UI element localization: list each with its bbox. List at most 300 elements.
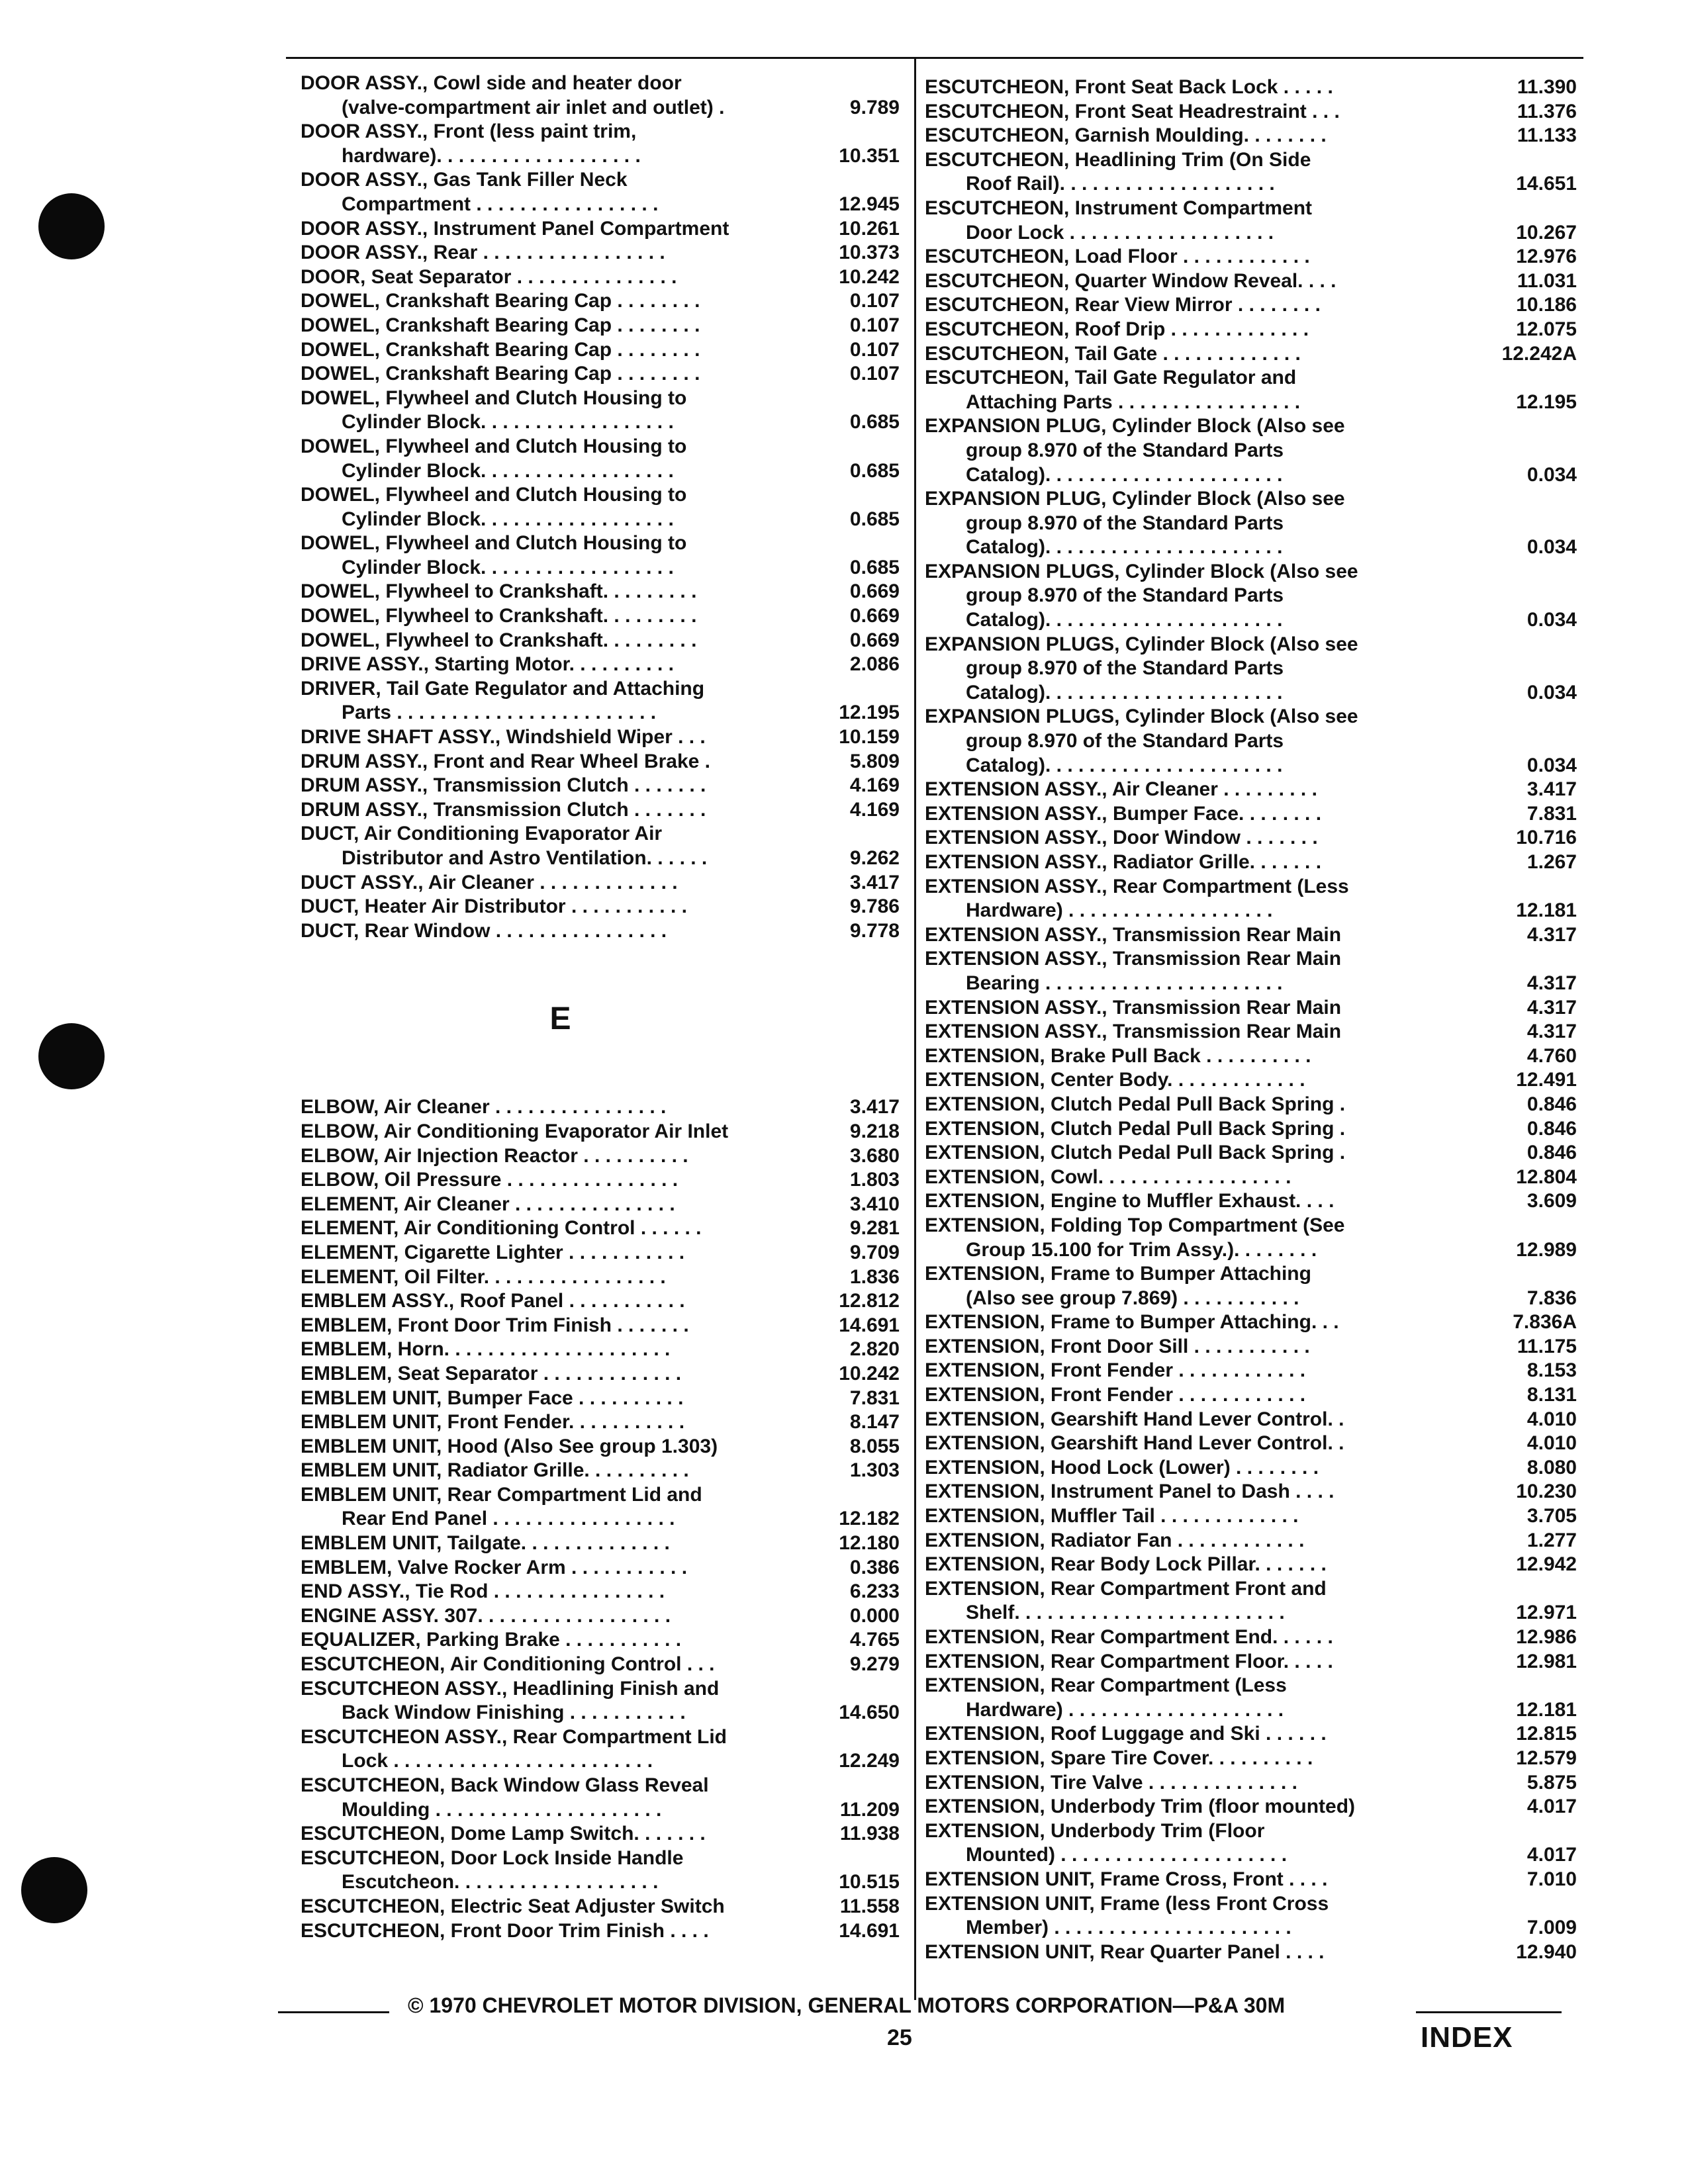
entry-description [925, 633, 1577, 705]
entry-page-ref: 14.691 [839, 1314, 900, 1336]
entry-description [301, 1556, 900, 1580]
entry-description [301, 1531, 900, 1556]
entry-page-ref: 10.159 [839, 726, 900, 749]
entry-page-ref: 12.940 [1516, 1940, 1577, 1963]
entry-description [301, 1580, 900, 1604]
column-divider [914, 58, 916, 2000]
index-entry [925, 1020, 1577, 1044]
entry-line: EXTENSION, Rear Compartment End. . . . . . [925, 1626, 1333, 1648]
index-entry [301, 629, 900, 653]
entry-description [925, 1310, 1577, 1335]
entry-line: DOOR, Seat Separator . . . . . . . . . . . . . . . [301, 265, 677, 288]
entry-page-ref: 1.277 [1526, 1529, 1577, 1551]
entry-page-ref: 10.373 [839, 242, 900, 264]
entry-page-ref: 12.815 [1516, 1723, 1577, 1745]
entry-description [301, 435, 900, 483]
index-entry [925, 1408, 1577, 1432]
entry-page-ref: 0.846 [1526, 1142, 1577, 1164]
entry-line: DUCT, Air Conditioning Evaporator Air [301, 823, 663, 845]
entry-line: DRIVE ASSY., Starting Motor. . . . . . . . . . [301, 653, 674, 676]
index-entry [925, 1117, 1577, 1142]
entry-line: ELBOW, Air Injection Reactor . . . . . . . . . . [301, 1144, 688, 1167]
entry-line: group 8.970 of the Standard Parts [966, 584, 1284, 607]
entry-description [301, 1895, 900, 1919]
entry-page-ref: 0.846 [1526, 1117, 1577, 1140]
footer-rule-left [278, 2011, 389, 2013]
entry-description [301, 1362, 900, 1387]
copyright-notice: © 1970 CHEVROLET MOTOR DIVISION, GENERAL MOTORS CORPORATION—P&A 30M [408, 1993, 1286, 2017]
entry-description [301, 1653, 900, 1677]
entry-page-ref: 12.579 [1516, 1747, 1577, 1769]
index-entry [925, 1359, 1577, 1383]
entry-line: EXPANSION PLUGS, Cylinder Block (Also see [925, 633, 1358, 655]
entry-description [301, 265, 900, 290]
entry-line: EXTENSION UNIT, Rear Quarter Panel . . . . [925, 1940, 1325, 1963]
index-entry [925, 1335, 1577, 1359]
entry-description [301, 750, 900, 774]
index-entry [925, 1480, 1577, 1504]
entry-description [301, 822, 900, 870]
entry-line: ESCUTCHEON ASSY., Headlining Finish and [301, 1677, 720, 1700]
entry-page-ref: 12.181 [1516, 899, 1577, 922]
entry-line: Catalog). . . . . . . . . . . . . . . . . . . . . . [966, 463, 1283, 486]
entry-line: DUCT ASSY., Air Cleaner . . . . . . . . . . . . . [301, 871, 678, 893]
entry-description [925, 100, 1577, 124]
entry-page-ref: 12.971 [1516, 1602, 1577, 1624]
entry-description [925, 1093, 1577, 1117]
entry-line: DOWEL, Flywheel and Clutch Housing to [301, 435, 687, 457]
entry-line: Rear End Panel . . . . . . . . . . . . . . . . . [342, 1508, 675, 1530]
entry-description [301, 1193, 900, 1217]
entry-page-ref: 0.034 [1526, 609, 1577, 631]
index-entry [301, 919, 900, 944]
entry-line: DOWEL, Flywheel to Crankshaft. . . . . . . . . [301, 605, 697, 627]
entry-page-ref: 10.261 [839, 217, 900, 240]
entry-page-ref: 0.685 [849, 508, 900, 530]
entry-line: EXTENSION, Rear Compartment Floor. . . . . [925, 1650, 1333, 1672]
index-entry [301, 1387, 900, 1411]
entry-page-ref: 0.034 [1526, 463, 1577, 486]
index-entry [301, 1653, 900, 1677]
entry-page-ref: 8.147 [849, 1411, 900, 1433]
entry-line: EXTENSION, Clutch Pedal Pull Back Spring . [925, 1093, 1346, 1115]
entry-description [301, 653, 900, 677]
entry-line: Catalog). . . . . . . . . . . . . . . . . . . . . . [966, 609, 1283, 631]
index-entry [301, 1774, 900, 1822]
entry-line: Compartment . . . . . . . . . . . . . . . . . [342, 193, 659, 215]
entry-page-ref: 10.242 [839, 265, 900, 288]
entry-line: EMBLEM, Seat Separator . . . . . . . . . . . . . [301, 1362, 682, 1385]
entry-page-ref: 0.685 [849, 411, 900, 433]
entry-page-ref: 8.080 [1526, 1456, 1577, 1479]
entry-page-ref: 4.169 [849, 774, 900, 797]
entry-line: EXPANSION PLUG, Cylinder Block (Also see [925, 415, 1345, 437]
entry-line: EXTENSION ASSY., Door Window . . . . . . . [925, 827, 1318, 849]
index-entry [301, 1410, 900, 1435]
entry-page-ref: 11.031 [1517, 269, 1577, 292]
entry-description [301, 71, 900, 120]
entry-page-ref: 11.938 [839, 1823, 900, 1845]
entry-line: hardware). . . . . . . . . . . . . . . . . . . [342, 144, 641, 167]
entry-description [301, 604, 900, 629]
index-entry [925, 826, 1577, 850]
entry-description [301, 362, 900, 387]
entry-description [301, 1628, 900, 1653]
entry-description [301, 1241, 900, 1265]
entry-description [925, 1335, 1577, 1359]
entry-page-ref: 7.831 [1526, 802, 1577, 825]
entry-description [301, 120, 900, 168]
entry-description [301, 871, 900, 895]
index-entry [925, 778, 1577, 802]
entry-line: EXTENSION ASSY., Transmission Rear Main [925, 923, 1342, 946]
index-entry [925, 923, 1577, 948]
entry-description [301, 919, 900, 944]
entry-page-ref: 12.942 [1516, 1553, 1577, 1576]
entry-line: END ASSY., Tie Rod . . . . . . . . . . . . . . . . [301, 1580, 665, 1603]
entry-line: ESCUTCHEON, Front Door Trim Finish . . . . [301, 1919, 709, 1942]
entry-description [301, 629, 900, 653]
entry-line: Back Window Finishing . . . . . . . . . . . [342, 1702, 686, 1724]
entry-page-ref: 0.386 [849, 1556, 900, 1578]
entry-line: Lock . . . . . . . . . . . . . . . . . . . . . . . . [342, 1750, 653, 1772]
entry-page-ref: 1.267 [1526, 851, 1577, 873]
entry-description [925, 826, 1577, 850]
index-entry [925, 1189, 1577, 1214]
entry-description [301, 1289, 900, 1314]
entry-page-ref: 0.034 [1526, 681, 1577, 704]
entry-page-ref: 10.230 [1516, 1480, 1577, 1503]
entry-description [301, 1216, 900, 1241]
index-entry [925, 947, 1577, 995]
entry-page-ref: 11.390 [1517, 76, 1577, 98]
index-entry [925, 633, 1577, 705]
index-entry [301, 1919, 900, 1944]
entry-line: ESCUTCHEON, Back Window Glass Reveal [301, 1774, 709, 1796]
entry-description [301, 1846, 900, 1895]
entry-line: EXTENSION, Frame to Bumper Attaching. . . [925, 1311, 1339, 1334]
entry-line: EMBLEM UNIT, Bumper Face . . . . . . . . . . [301, 1387, 684, 1409]
entry-description [925, 1795, 1577, 1819]
index-entry [925, 366, 1577, 414]
entry-line: DRUM ASSY., Front and Rear Wheel Brake . [301, 750, 711, 772]
entry-line: Cylinder Block. . . . . . . . . . . . . . . . . . [342, 459, 674, 482]
entry-description [301, 580, 900, 604]
entry-line: DOWEL, Flywheel and Clutch Housing to [301, 532, 687, 555]
entry-page-ref: 0.685 [849, 459, 900, 482]
entry-description [925, 1456, 1577, 1480]
entry-page-ref: 4.017 [1526, 1796, 1577, 1818]
index-entry [301, 71, 900, 120]
entry-description [925, 1747, 1577, 1771]
entry-page-ref: 4.317 [1526, 1021, 1577, 1043]
entry-line: ESCUTCHEON, Door Lock Inside Handle [301, 1846, 684, 1869]
entry-page-ref: 12.195 [839, 702, 900, 724]
entry-line: DOOR ASSY., Front (less paint trim, [301, 120, 637, 143]
entry-line: Catalog). . . . . . . . . . . . . . . . . . . . . . [966, 754, 1283, 776]
entry-page-ref: 12.981 [1516, 1650, 1577, 1672]
entry-page-ref: 8.055 [849, 1435, 900, 1457]
entry-page-ref: 0.669 [849, 605, 900, 627]
entry-line: Shelf. . . . . . . . . . . . . . . . . . . . . . . . . [966, 1602, 1285, 1624]
entry-page-ref: 1.303 [849, 1459, 900, 1482]
entry-line: EXTENSION, Roof Luggage and Ski . . . . . . [925, 1723, 1327, 1745]
entry-line: EXTENSION, Center Body. . . . . . . . . . . . . [925, 1069, 1305, 1091]
entry-page-ref: 4.017 [1526, 1844, 1577, 1866]
index-entry [925, 414, 1577, 487]
index-entry [301, 1580, 900, 1604]
index-entry [925, 269, 1577, 294]
entry-line: ELEMENT, Oil Filter. . . . . . . . . . . . . . . . . [301, 1265, 666, 1288]
entry-description [925, 245, 1577, 269]
right-column [925, 75, 1577, 1964]
entry-line: EXTENSION ASSY., Bumper Face. . . . . . . . [925, 802, 1322, 825]
entry-line: Cylinder Block. . . . . . . . . . . . . . . . . . [342, 411, 674, 433]
entry-page-ref: 10.716 [1516, 827, 1577, 849]
entry-line: ESCUTCHEON, Dome Lamp Switch. . . . . . . [301, 1823, 706, 1845]
index-entry [925, 100, 1577, 124]
entry-line: Mounted) . . . . . . . . . . . . . . . . . . . . . [966, 1844, 1288, 1866]
entry-page-ref: 11.209 [839, 1798, 900, 1821]
entry-page-ref: 7.010 [1526, 1868, 1577, 1890]
index-entry [301, 1459, 900, 1483]
entry-description [301, 725, 900, 750]
entry-description [925, 414, 1577, 487]
index-entry [301, 871, 900, 895]
entry-line: EXPANSION PLUG, Cylinder Block (Also see [925, 488, 1345, 510]
entry-description [301, 338, 900, 363]
entry-description [925, 1408, 1577, 1432]
index-entry [301, 1193, 900, 1217]
entry-description [925, 1625, 1577, 1650]
index-entry [301, 1241, 900, 1265]
entry-page-ref: 9.281 [849, 1217, 900, 1240]
entry-description [301, 1774, 900, 1822]
index-entry [925, 802, 1577, 827]
entry-line: DRUM ASSY., Transmission Clutch . . . . . . . [301, 774, 706, 797]
entry-description [925, 1480, 1577, 1504]
entry-page-ref: 3.417 [849, 1096, 900, 1118]
entry-page-ref: 14.651 [1516, 173, 1577, 195]
entry-description [925, 1383, 1577, 1408]
index-entry [301, 798, 900, 823]
entry-line: EXPANSION PLUGS, Cylinder Block (Also see [925, 560, 1358, 582]
index-entry [925, 1456, 1577, 1480]
entry-line: Parts . . . . . . . . . . . . . . . . . . . . . . . . [342, 702, 657, 724]
entry-page-ref: 12.242A [1501, 342, 1577, 365]
entry-description [925, 1165, 1577, 1190]
entry-line: EMBLEM UNIT, Tailgate. . . . . . . . . . . . . . [301, 1532, 670, 1555]
entry-line: EXTENSION UNIT, Frame (less Front Cross [925, 1892, 1329, 1915]
index-entry [925, 1577, 1577, 1625]
entry-page-ref: 8.153 [1526, 1359, 1577, 1382]
entry-page-ref: 9.786 [849, 895, 900, 918]
entry-line: ESCUTCHEON, Garnish Moulding. . . . . . . . [925, 124, 1327, 147]
entry-line: EXTENSION, Gearshift Hand Lever Control. . [925, 1432, 1344, 1455]
entry-page-ref: 3.417 [849, 871, 900, 893]
entry-page-ref: 0.034 [1526, 754, 1577, 776]
entry-line: EXTENSION, Underbody Trim (Floor [925, 1819, 1265, 1842]
entry-line: DOOR ASSY., Rear . . . . . . . . . . . . . . . . . [301, 242, 665, 264]
entry-line: EXTENSION, Rear Body Lock Pillar. . . . . . . [925, 1553, 1327, 1576]
entry-line: EXTENSION, Folding Top Compartment (See [925, 1214, 1345, 1236]
index-entry [301, 1362, 900, 1387]
entry-line: EXTENSION, Gearshift Hand Lever Control. . [925, 1408, 1344, 1430]
entry-line: EXTENSION, Front Door Sill . . . . . . . . . . . [925, 1335, 1310, 1357]
entry-line: ENGINE ASSY. 307. . . . . . . . . . . . . . . . . . [301, 1604, 671, 1627]
index-entry [925, 1819, 1577, 1868]
entry-page-ref: 5.809 [849, 750, 900, 772]
index-entry [301, 314, 900, 338]
index-entry [301, 1216, 900, 1241]
entry-description [925, 148, 1577, 197]
entry-line: EXTENSION ASSY., Transmission Rear Main [925, 948, 1342, 970]
index-entry [301, 677, 900, 725]
index-entry [925, 1383, 1577, 1408]
index-entry [301, 750, 900, 774]
entry-description [925, 1868, 1577, 1892]
entry-description [301, 774, 900, 798]
index-entry [301, 1483, 900, 1531]
index-entry [925, 1214, 1577, 1262]
index-entry [301, 1265, 900, 1290]
entry-description [925, 197, 1577, 245]
index-entry [301, 725, 900, 750]
entry-line: DRUM ASSY., Transmission Clutch . . . . . . . [301, 798, 706, 821]
entry-line: group 8.970 of the Standard Parts [966, 512, 1284, 534]
entry-page-ref: 11.376 [1517, 100, 1577, 122]
entry-line: ESCUTCHEON, Quarter Window Reveal. . . . [925, 269, 1336, 292]
entry-page-ref: 4.169 [849, 798, 900, 821]
index-entry [925, 245, 1577, 269]
index-entry [925, 875, 1577, 923]
entry-description [925, 1504, 1577, 1529]
footer-rule-right [1416, 2011, 1562, 2013]
entry-page-ref: 12.945 [839, 193, 900, 215]
entry-page-ref: 12.182 [839, 1508, 900, 1530]
index-entry [925, 487, 1577, 560]
entry-line: EXTENSION, Frame to Bumper Attaching [925, 1263, 1311, 1285]
index-entry [301, 1556, 900, 1580]
left-column [301, 71, 900, 1943]
index-entry [925, 1892, 1577, 1940]
entry-line: Escutcheon. . . . . . . . . . . . . . . . . . . [342, 1871, 659, 1893]
binder-hole [38, 193, 105, 259]
entry-line: ESCUTCHEON, Air Conditioning Control . . . [301, 1653, 715, 1676]
entry-line: DOWEL, Flywheel and Clutch Housing to [301, 387, 687, 409]
entry-description [925, 1722, 1577, 1747]
entry-description [925, 1117, 1577, 1142]
entry-line: Hardware) . . . . . . . . . . . . . . . . . . . [966, 899, 1273, 922]
entry-description [925, 1650, 1577, 1674]
index-entry [301, 1338, 900, 1362]
entry-description [301, 1435, 900, 1459]
entry-line: ESCUTCHEON, Load Floor . . . . . . . . . . . . [925, 246, 1310, 268]
entry-line: EMBLEM, Front Door Trim Finish . . . . . . . [301, 1314, 689, 1336]
index-entry [301, 1725, 900, 1774]
entry-line: DRIVE SHAFT ASSY., Windshield Wiper . . . [301, 726, 706, 749]
index-entry [301, 1435, 900, 1459]
entry-page-ref: 0.669 [849, 629, 900, 651]
entry-page-ref: 3.410 [849, 1193, 900, 1215]
index-entry [301, 1120, 900, 1144]
index-entry [301, 1144, 900, 1169]
top-rule [286, 57, 1583, 59]
entry-page-ref: 9.709 [849, 1241, 900, 1263]
entry-page-ref: 12.249 [839, 1750, 900, 1772]
entry-line: EXTENSION ASSY., Radiator Grille. . . . . . . [925, 851, 1322, 873]
entry-line: DOWEL, Flywheel to Crankshaft. . . . . . . . . [301, 580, 697, 603]
index-entry [925, 124, 1577, 148]
entry-page-ref: 8.131 [1526, 1384, 1577, 1406]
entry-description [925, 850, 1577, 875]
entry-line: ESCUTCHEON, Front Seat Headrestraint . . . [925, 100, 1340, 122]
index-entry [301, 483, 900, 531]
entry-description [925, 269, 1577, 294]
index-entry [925, 318, 1577, 342]
entry-line: EXTENSION, Rear Compartment (Less [925, 1674, 1287, 1697]
entry-description [925, 802, 1577, 827]
entry-description [301, 1459, 900, 1483]
entry-page-ref: 5.875 [1526, 1771, 1577, 1794]
entry-page-ref: 4.317 [1526, 923, 1577, 946]
index-entry [925, 342, 1577, 367]
entry-line: DUCT, Rear Window . . . . . . . . . . . . . . . . [301, 919, 667, 942]
binder-hole [38, 1023, 105, 1089]
entry-line: ESCUTCHEON, Electric Seat Adjuster Switch [301, 1895, 725, 1917]
entry-line: EMBLEM UNIT, Front Fender. . . . . . . . . . . [301, 1411, 685, 1433]
index-entry [301, 1677, 900, 1725]
index-entry [925, 1262, 1577, 1310]
entry-description [925, 1819, 1577, 1868]
index-entry [925, 1868, 1577, 1892]
index-entry [925, 1044, 1577, 1069]
index-entry [301, 774, 900, 798]
entry-description [301, 1387, 900, 1411]
entry-page-ref: 2.820 [849, 1338, 900, 1361]
entry-line: EXTENSION UNIT, Frame Cross, Front . . . . [925, 1868, 1328, 1890]
entry-page-ref: 11.558 [839, 1895, 900, 1917]
entry-line: Member) . . . . . . . . . . . . . . . . . . . . . . [966, 1917, 1291, 1939]
index-entry [301, 435, 900, 483]
index-entry [925, 1068, 1577, 1093]
entry-description [301, 798, 900, 823]
entry-description [925, 1529, 1577, 1553]
entry-line: ESCUTCHEON, Instrument Compartment [925, 197, 1313, 219]
entry-description [301, 1677, 900, 1725]
entry-page-ref: 12.195 [1516, 390, 1577, 413]
entry-description [301, 1483, 900, 1531]
entry-description [301, 895, 900, 919]
entry-description [301, 168, 900, 216]
entry-line: group 8.970 of the Standard Parts [966, 730, 1284, 752]
entry-line: ELBOW, Air Cleaner . . . . . . . . . . . . . . . . [301, 1096, 667, 1118]
entry-description [925, 1940, 1577, 1965]
entry-page-ref: 12.075 [1516, 318, 1577, 340]
entry-line: EXTENSION, Clutch Pedal Pull Back Spring . [925, 1142, 1346, 1164]
entry-line: EXTENSION ASSY., Air Cleaner . . . . . . . . . [925, 778, 1317, 801]
entry-line: ESCUTCHEON, Headlining Trim (On Side [925, 148, 1311, 171]
entry-description [301, 1919, 900, 1944]
entry-page-ref: 10.242 [839, 1362, 900, 1385]
entry-line: EMBLEM ASSY., Roof Panel . . . . . . . . . . . [301, 1290, 685, 1312]
entry-line: DOOR ASSY., Cowl side and heater door [301, 72, 682, 94]
index-entry [301, 531, 900, 580]
entry-description [925, 1359, 1577, 1383]
entry-line: ESCUTCHEON, Rear View Mirror . . . . . . . . [925, 294, 1321, 316]
entry-line: EXTENSION, Front Fender . . . . . . . . . . . . [925, 1384, 1306, 1406]
entry-description [925, 560, 1577, 633]
